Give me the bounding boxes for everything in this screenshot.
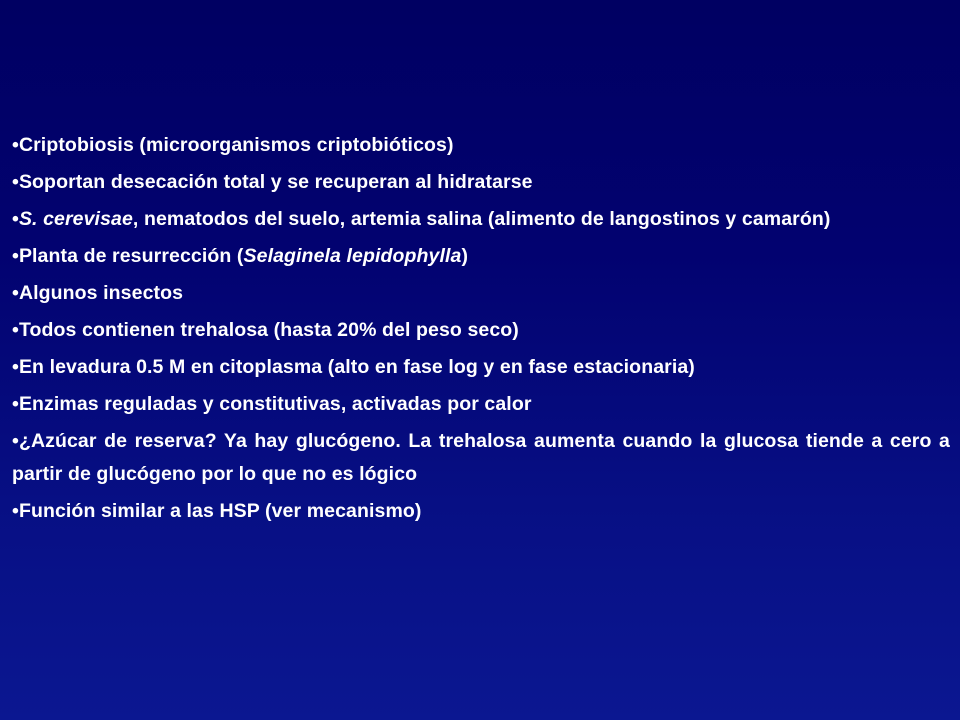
- bullet-dot: •: [12, 356, 19, 378]
- bullet-dot: •: [12, 171, 19, 193]
- bullet-dot: •: [12, 208, 19, 230]
- bullet-dot: •: [12, 134, 19, 156]
- bullet-item: [12, 351, 950, 384]
- bullet-text: Planta de resurrección (: [18, 245, 244, 267]
- bullet-text: Todos contienen trehalosa (hasta 20% del peso seco): [18, 319, 519, 341]
- bullet-text: Algunos insectos: [18, 282, 184, 304]
- bullet-item: [12, 495, 950, 528]
- bullet-item: [12, 314, 950, 347]
- bullet-dot: •: [12, 319, 19, 341]
- bullet-text: Criptobiosis (microorganismos criptobióticos): [18, 134, 454, 156]
- bullet-item: [12, 240, 950, 273]
- bullet-item: [12, 277, 950, 310]
- bullet-dot: •: [12, 500, 19, 522]
- bullet-text: Soportan desecación total y se recuperan al hidratarse: [18, 171, 533, 193]
- bullet-item: [12, 388, 950, 421]
- bullet-dot: •: [12, 245, 19, 267]
- bullet-text-italic: S. cerevisae: [18, 208, 133, 230]
- bullet-list: [12, 129, 950, 532]
- bullet-dot: •: [12, 282, 19, 304]
- bullet-text: , nematodos del suelo, artemia salina (alimento de langostinos y camarón): [132, 208, 831, 230]
- bullet-text-italic: Selaginela lepidophylla: [243, 245, 462, 267]
- bullet-dot: •: [12, 430, 19, 452]
- bullet-item: [12, 425, 950, 491]
- bullet-item: [12, 203, 950, 236]
- bullet-text: ¿Azúcar de reserva? Ya hay glucógeno. La trehalosa aumenta cuando la glucosa tiende a cero a partir de glucógeno por lo que no es lógico: [12, 430, 950, 485]
- bullet-text: Enzimas reguladas y constitutivas, activadas por calor: [18, 393, 532, 415]
- bullet-item: [12, 129, 950, 162]
- bullet-item: [12, 166, 950, 199]
- bullet-text: Función similar a las HSP (ver mecanismo): [18, 500, 422, 522]
- bullet-text: En levadura 0.5 M en citoplasma (alto en fase log y en fase estacionaria): [18, 356, 695, 378]
- bullet-dot: •: [12, 393, 19, 415]
- bullet-text: ): [461, 245, 469, 267]
